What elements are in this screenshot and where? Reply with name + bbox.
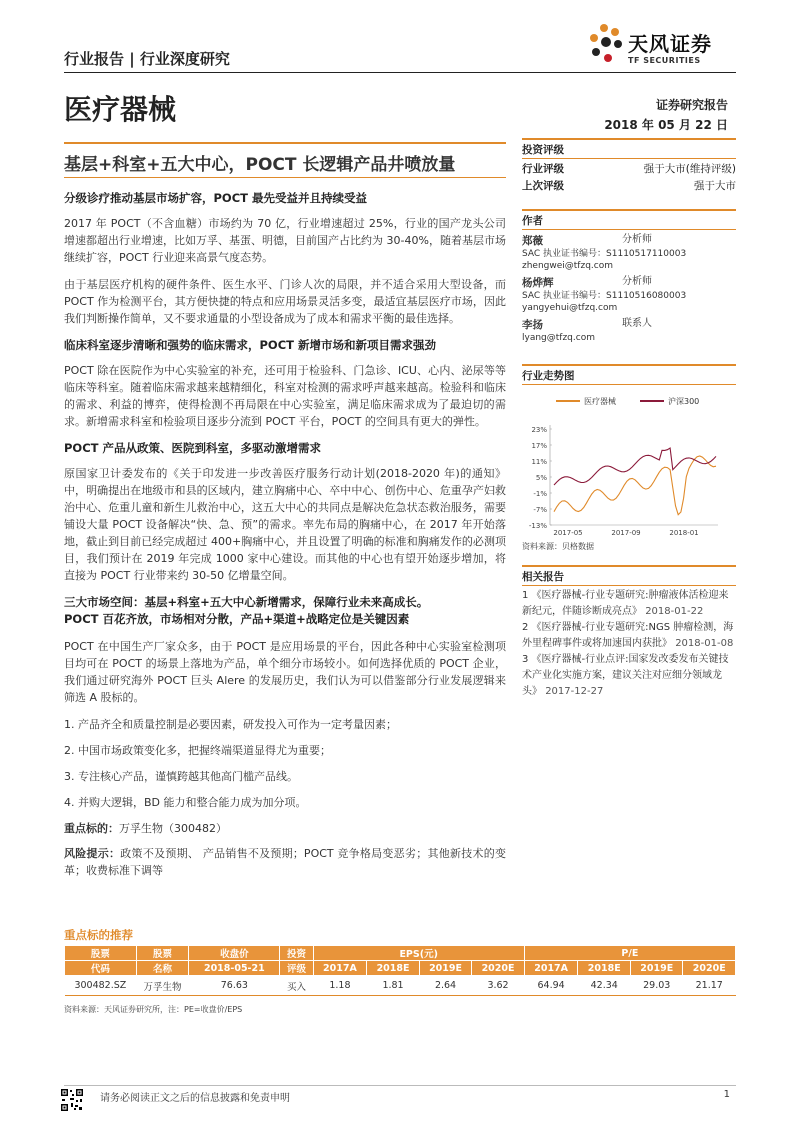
related-report-item[interactable]	[522, 652, 736, 700]
y-tick-label: -1%	[533, 490, 547, 498]
analyst-cert: SAC 执业证书编号：S1110517110003	[522, 249, 687, 259]
table-cell: 42.34	[578, 976, 631, 996]
table-header: 2017A	[313, 961, 367, 976]
table-header: 2019E	[630, 961, 683, 976]
main-body	[64, 190, 506, 889]
related-reports	[522, 588, 736, 700]
table-header: 2020E	[472, 961, 525, 976]
rating-row	[522, 178, 736, 195]
table-cell: 76.63	[189, 976, 280, 996]
table-header-row	[65, 961, 736, 976]
contact-header	[522, 317, 736, 332]
related-title: 相关报告	[522, 571, 564, 583]
related-report-item[interactable]	[522, 588, 736, 620]
risk-warning	[64, 845, 506, 879]
paragraph: 由于基层医疗机构的硬件条件、医生水平、门诊人次的局限，并不适合采用大型设备，而 POCT 作为检测平台，其方便快捷的特点和应用场景灵活多变，最适宜基层医疗市场，因此我们判断操作简单，又不要求通量的小型设备成为了成本和需求平衡的最佳选择。	[64, 278, 506, 325]
report-date: 2018 年 05 月 22 日	[604, 118, 728, 132]
table-source: 资料来源：天风证券研究所，注：PE=收盘价/EPS	[64, 1005, 243, 1014]
related-report-item[interactable]	[522, 620, 736, 652]
table-cell: 万孚生物	[136, 976, 189, 996]
table-header: 2018E	[367, 961, 420, 976]
contact-name: 李扬	[522, 319, 543, 331]
focus-stock	[64, 820, 506, 837]
rating-value: 强于大市(维持评级)	[643, 163, 736, 175]
analyst-header	[522, 233, 736, 248]
section-heading-line1: 三大市场空间：基层+科室+五大中心新增需求，保障行业未来高成长。	[64, 595, 429, 609]
list-item: 4. 并购大逻辑，BD 能力和整合能力成为加分项。	[64, 796, 307, 809]
table-header: 代码	[65, 961, 137, 976]
rating-row	[522, 161, 736, 178]
table-row	[65, 976, 736, 996]
analyst-name: 杨烨辉	[522, 277, 554, 289]
report-category: 行业报告 | 行业深度研究	[64, 50, 230, 68]
table-header: 名称	[136, 961, 189, 976]
headline: 基层+科室+五大中心，POCT 长逻辑产品井喷放量	[64, 155, 456, 175]
table-cell: 买入	[280, 976, 313, 996]
section-heading	[64, 594, 506, 628]
section-heading-line2: POCT 百花齐放，市场相对分散，产品+渠道+战略定位是关键因素	[64, 612, 410, 626]
y-tick-label: 11%	[531, 458, 547, 466]
qr-code-icon[interactable]	[60, 1088, 84, 1112]
title-rule	[64, 142, 506, 144]
table-header: EPS(元)	[313, 946, 524, 961]
logo-name: 天风证券	[628, 32, 712, 56]
section-heading: 分级诊疗推动基层市场扩容，POCT 最先受益并且持续受益	[64, 191, 367, 205]
legend-label: 沪深300	[668, 397, 700, 406]
page-number: 1	[723, 1089, 730, 1100]
section-heading: POCT 产品从政策、医院到科室，多驱动激增需求	[64, 441, 321, 455]
table-header: 2020E	[683, 961, 736, 976]
table-cell: 300482.SZ	[65, 976, 137, 996]
table-cell: 3.62	[472, 976, 525, 996]
risk-label: 风险提示：	[64, 847, 121, 860]
paragraph: 原国家卫计委发布的《关于印发进一步改善医疗服务行动计划(2018-2020 年)的通知》中，明确提出在地级市和县的区域内，建立胸痛中心、卒中中心、创伤中心、危重孕产妇救治中心、危重儿童和新生儿救治中心，这五大中心的共同点是解决危急状态救治服务，需要铺设大量 POCT 设备解决“快、急、预”的需求。率先布局的胸痛中心，在 2017 年开始落地，截止到目前已经完成超过 400+胸痛中心，并且设置了明确的标准和胸痛发作的必测项目，我们预计在 2019 年完成 1000 家中心建设。而其他的中心也有望开始逐步增加，将直接为 POCT 行业带来约 30-50 亿增量空间。	[64, 467, 506, 582]
table-header: 投资	[280, 946, 313, 961]
table-header: P/E	[524, 946, 735, 961]
header-divider	[64, 72, 736, 73]
report-type: 证券研究报告	[655, 98, 728, 112]
headline-rule	[64, 177, 506, 178]
contact-email[interactable]: lyang@tfzq.com	[522, 333, 595, 343]
chart-source: 资料来源：贝格数据	[522, 542, 594, 551]
sidebar-thin-rule	[522, 585, 736, 586]
related-report-date: 2018-01-22	[645, 606, 704, 617]
analyst-cert: SAC 执业证书编号：S1110516080003	[522, 291, 687, 301]
table-cell: 1.81	[367, 976, 420, 996]
list-item: 2. 中国市场政策变化多，把握终端渠道显得尤为重要；	[64, 744, 331, 757]
table-header: 2018E	[578, 961, 631, 976]
rating-title: 投资评级	[522, 144, 564, 156]
table-cell: 1.18	[313, 976, 367, 996]
paragraph: POCT 在中国生产厂家众多，由于 POCT 是应用场景的平台，因此各种中心实验室检测项目均可在 POCT 的场景上落地为产品，单个细分市场较小。如何选择优质的 POCT 企业，我们通过研究海外 POCT 巨头 Alere 的发展历史，我们认为可以借鉴部分行业发展逻辑来筛选 A 股标的。	[64, 640, 506, 704]
sidebar-thin-rule	[522, 158, 736, 159]
y-tick-label: -7%	[533, 506, 547, 514]
related-report-date: 2017-12-27	[545, 686, 604, 697]
recommend-title: 重点标的推荐	[64, 928, 133, 942]
analyst-role: 分析师	[622, 276, 652, 287]
chart-title: 行业走势图	[522, 370, 575, 382]
related-report-title[interactable]: 2 《医疗器械-行业专题研究:NGS 肿瘤检测，海外里程碑事件或将加速国内获批》	[522, 622, 734, 649]
table-cell: 64.94	[524, 976, 578, 996]
recommend-table	[64, 945, 736, 996]
disclaimer: 请务必阅读正文之后的信息披露和免责申明	[100, 1093, 290, 1104]
y-tick-label: 23%	[531, 426, 547, 434]
logo-english: TF SECURITIES	[628, 56, 701, 65]
footer-divider	[64, 1085, 736, 1086]
list-item: 1. 产品齐全和质量控制是必要因素，研发投入可作为一定考量因素；	[64, 718, 397, 731]
x-tick-label: 2017-09	[611, 529, 641, 537]
table-header: 2017A	[524, 961, 578, 976]
table-header: 股票	[136, 946, 189, 961]
sidebar	[522, 138, 736, 700]
industry-trend-chart	[522, 389, 736, 539]
sector-title: 医疗器械	[64, 93, 177, 126]
risk-value: 政策不及预期、 产品销售不及预期；POCT 竞争格局变恶劣；其他新技术的变革；收费标准下调等	[64, 847, 506, 877]
focus-value: 万孚生物（300482）	[119, 822, 227, 835]
table-header: 2018-05-21	[189, 961, 280, 976]
rating-value: 强于大市	[694, 180, 736, 192]
trend-chart-svg	[522, 389, 736, 539]
table-header: 收盘价	[189, 946, 280, 961]
sidebar-thin-rule	[522, 384, 736, 385]
table-header: 2019E	[419, 961, 472, 976]
author-title: 作者	[522, 215, 543, 227]
analyst-email[interactable]: zhengwei@tfzq.com	[522, 261, 613, 271]
section-heading: 临床科室逐步清晰和强势的临床需求，POCT 新增市场和新项目需求强劲	[64, 338, 436, 352]
contact-role: 联系人	[622, 318, 652, 329]
paragraph: POCT 除在医院作为中心实验室的补充，还可用于检验科、门急诊、ICU、心内、泌尿等等临床等科室。随着临床需求越来越精细化，科室对检测的需求呼声越来越高。检验科和临床的需求、利益的博弈，使得检测不再局限在中心实验室，满足临床需求成为了最迫切的需求。新增需求科室和检验项目逐步分流到 POCT 平台，POCT 的空间具有更大的弹性。	[64, 364, 506, 428]
table-header: 股票	[65, 946, 137, 961]
table-cell: 21.17	[683, 976, 736, 996]
sidebar-thin-rule	[522, 229, 736, 230]
legend-label: 医疗器械	[584, 397, 616, 406]
analyst-role: 分析师	[622, 234, 652, 245]
table-cell: 2.64	[419, 976, 472, 996]
y-tick-label: 17%	[531, 442, 547, 450]
paragraph: 2017 年 POCT（不含血糖）市场约为 70 亿，行业增速超过 25%，行业的国产龙头公司增速都超出行业增速，比如万孚、基蛋、明德，目前国产占比约为 30-40%，随着基层市场继续扩容，POCT 行业迎来高景气度态势。	[64, 217, 506, 264]
focus-label: 重点标的：	[64, 822, 119, 835]
table-header: 评级	[280, 961, 313, 976]
table-header-row	[65, 946, 736, 961]
related-report-date: 2018-01-08	[675, 638, 734, 649]
analyst-name: 郑薇	[522, 235, 543, 247]
y-tick-label: -13%	[528, 522, 547, 530]
y-tick-label: 5%	[535, 474, 547, 482]
criteria-list	[64, 716, 506, 811]
related-report-title[interactable]: 1 《医疗器械-行业专题研究:肿瘤液体活检迎来新纪元，伴随诊断成亮点》	[522, 590, 729, 617]
rating-key: 上次评级	[522, 180, 564, 192]
rating-key: 行业评级	[522, 163, 564, 175]
x-tick-label: 2017-05	[553, 529, 583, 537]
related-report-title[interactable]: 3 《医疗器械-行业点评:国家发改委发布关键技术产业化实施方案，建议关注对应细分领域龙头》	[522, 654, 729, 697]
analyst-email[interactable]: yangyehui@tfzq.com	[522, 303, 618, 313]
x-tick-label: 2018-01	[669, 529, 699, 537]
analyst-header	[522, 275, 736, 290]
list-item: 3. 专注核心产品，谨慎跨越其他高门槛产品线。	[64, 770, 298, 783]
table-cell: 29.03	[630, 976, 683, 996]
